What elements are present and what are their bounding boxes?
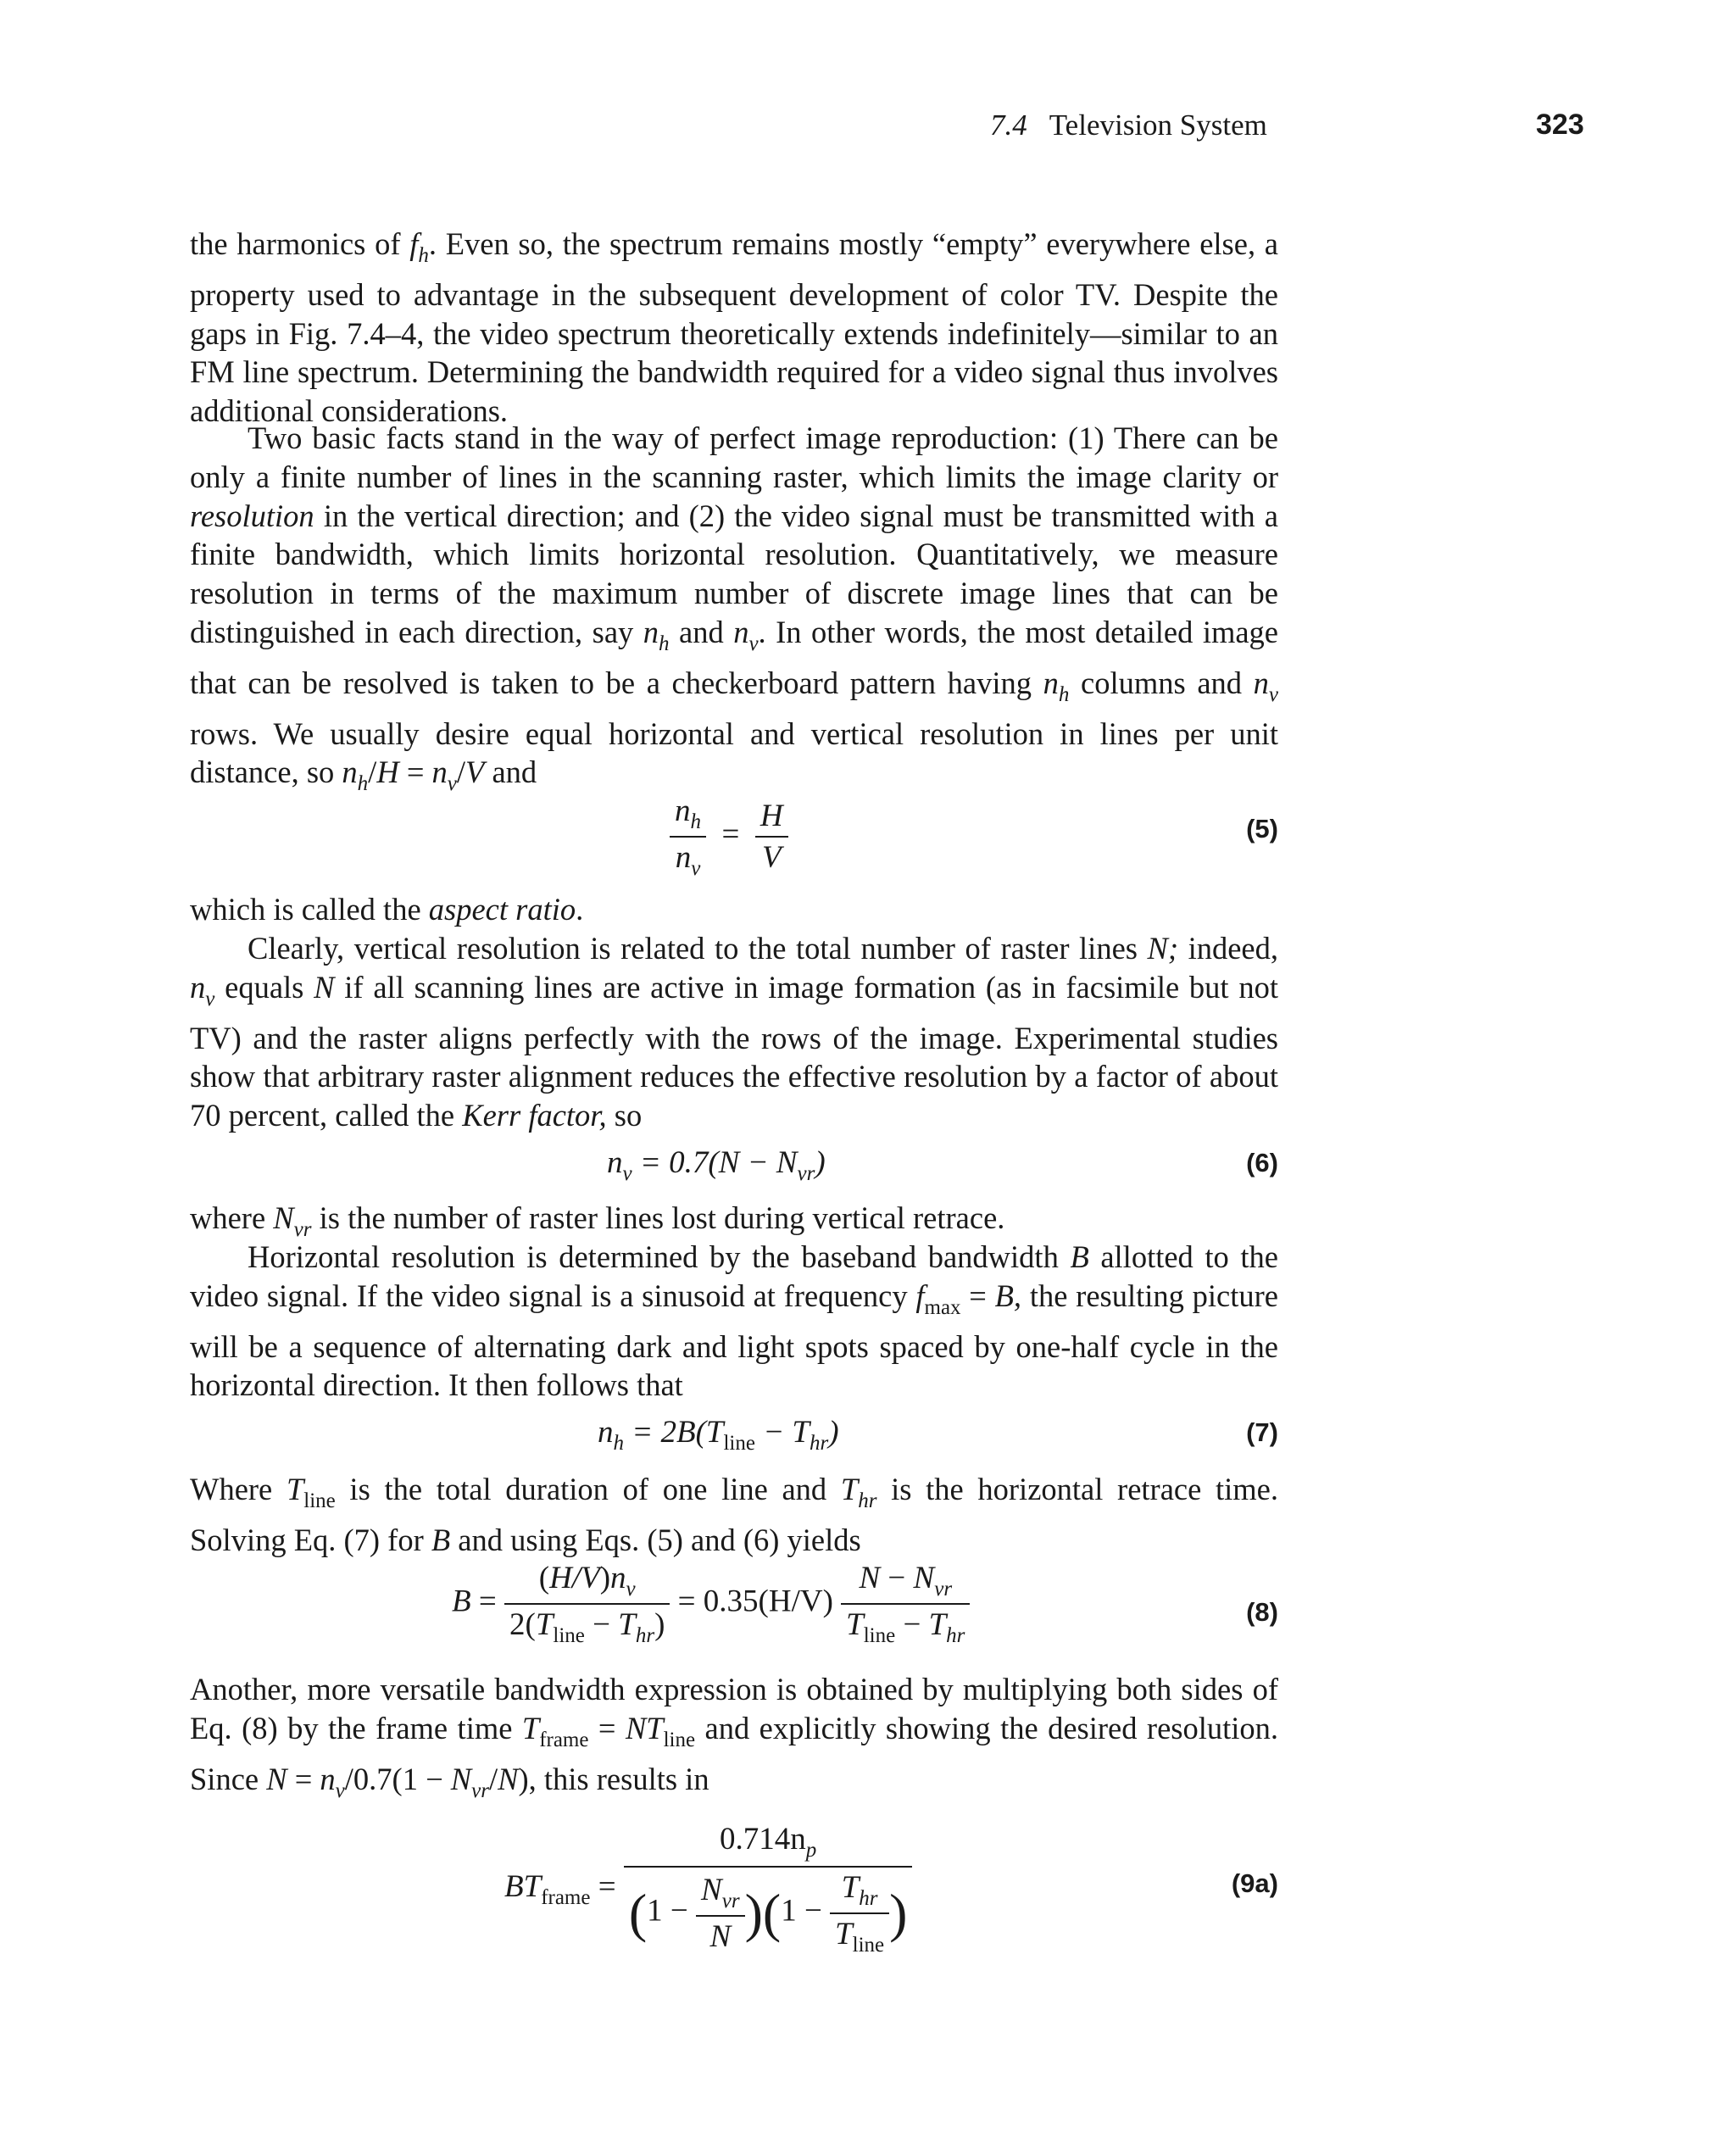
section-title: Television System <box>1049 109 1267 142</box>
running-header <box>990 109 1267 142</box>
paragraph-1: the harmonics of $f_h$. Even so, the spectrum remains mostly “empty” everywhere else, a property used to advantage in the subsequent development of color TV. Despite the gaps in Fig. 7.4–4, the video spectrum theoretically extends indefinitely—similar to an FM line spectrum. Determining the bandwidth required for a video signal thus involves additional considerations. <box>190 226 1278 429</box>
paragraph-8: Another, more versatile bandwidth expression is obtained by multiplying both sides of Eq. (8) by the frame time $T_{frame} = NT_{line}$ and explicitly showing the desired resolution. Since $N = n_v/0.7(1 - N_{vr}/N)$, this results in <box>190 1672 1279 1802</box>
paragraph-5: where $N_{vr}$ is the number of raster lines lost during vertical retrace. <box>190 1200 1005 1241</box>
equation-7-number: (7) <box>1246 1417 1278 1447</box>
equation-5-number: (5) <box>1246 814 1278 843</box>
equation-6-number: (6) <box>1246 1148 1278 1177</box>
equation-6: $n_v = 0.7(N - N_{vr})$ <box>607 1145 826 1185</box>
paragraph-7: Where $T_{line}$ is the total duration of one line and $T_{hr}$ is the horizontal retrace time. Solving Eq. (7) for B and using Eqs. (5) and (6) yields <box>190 1472 1278 1557</box>
equation-8-number: (8) <box>1246 1597 1278 1627</box>
paragraph-2: Two basic facts stand in the way of perfect image reproduction: (1) There can be only a finite number of lines in the scanning raster, which limits the image clarity or resolution in the vertical direction; and (2) the video signal must be transmitted with a finite bandwidth, which limits horizontal resolution. Quantitatively, we measure resolution in terms of the maximum number of discrete image lines that can be distinguished in each direction, say $n_h$ and $n_v$. In other words, the most detailed image that can be resolved is taken to be a checkerboard pattern having $n_h$ columns and $n_v$ rows. We usually desire equal horizontal and vertical resolution in lines per unit distance, so $n_h/H = n_v/V$ and <box>190 420 1279 796</box>
page-number: 323 <box>1536 109 1584 141</box>
equation-5: $\frac{n_h}{n_v}$ = $\frac{H}{V}$ <box>670 793 788 881</box>
equation-7: $n_h = 2B(T_{line} - T_{hr})$ <box>598 1415 839 1455</box>
paragraph-6: Horizontal resolution is determined by the baseband bandwidth B allotted to the video signal. If the video signal is a sinusoid at frequency $f_{max} = B$, the resulting picture will be a sequence of alternating dark and light spots spaced by one-half cycle in the horizontal direction. It then follows that <box>190 1239 1278 1403</box>
paragraph-4: Clearly, vertical resolution is related to the total number of raster lines N; indeed, $n_v$ equals N if all scanning lines are active in image formation (as in facsimile but not TV) and the raster aligns perfectly with the rows of the image. Experimental studies show that arbitrary raster alignment reduces the effective resolution by a factor of about 70 percent, called the Kerr factor, so <box>190 931 1278 1133</box>
section-number: 7.4 <box>990 109 1027 142</box>
equation-8: B = $\frac{(H/V)n_v}{2(T_{line} - T_{hr})}$ = 0.35(H/V) $\frac{N - N_{vr}}{T_{line} - T_{hr}}$ <box>452 1560 970 1648</box>
equation-9a: $BT_{frame}$ = $0.714n_p$ (1 − $\frac{N_{vr}}{N}$ )(1 − $\frac{T_{hr}}{T_{line}}$ ) <box>504 1821 912 1957</box>
paragraph-3: which is called the aspect ratio. <box>190 892 584 927</box>
equation-9a-number: (9a) <box>1231 1868 1278 1898</box>
